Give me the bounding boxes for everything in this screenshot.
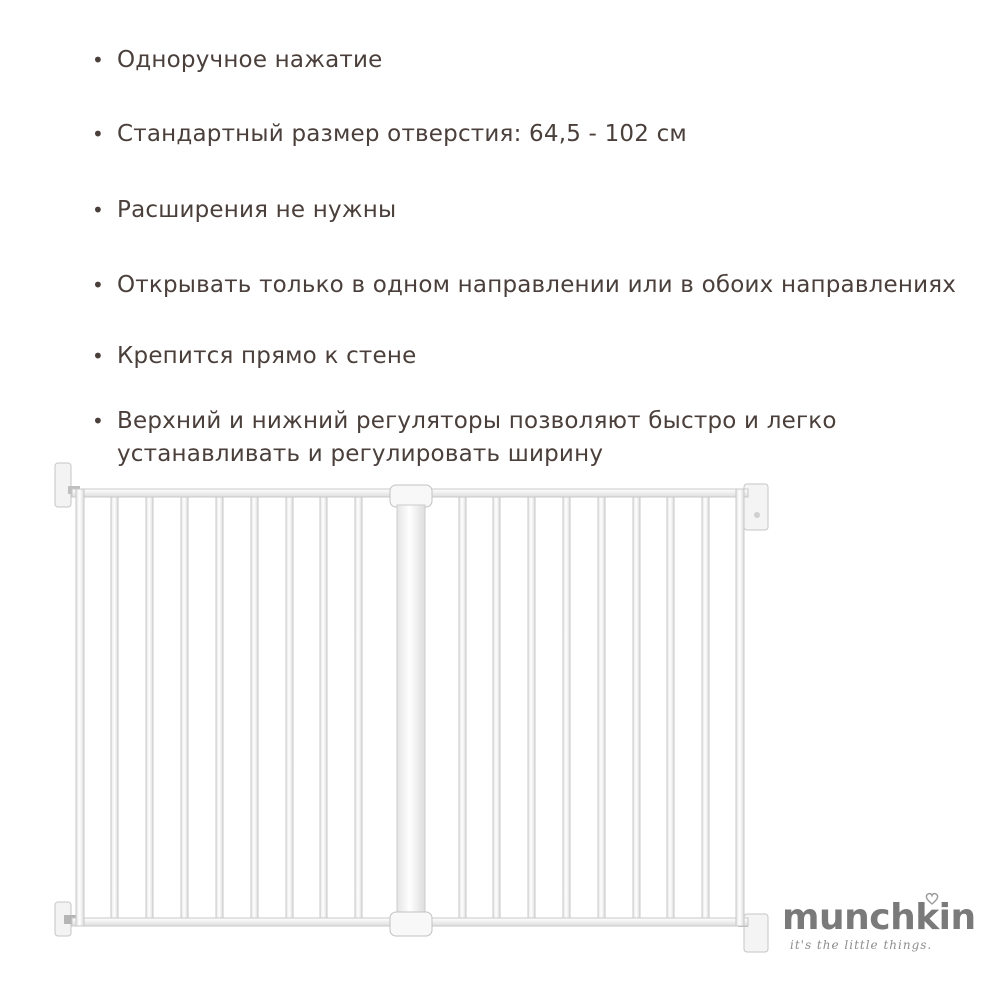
bullet-icon: • (92, 409, 104, 433)
right-post (736, 489, 744, 926)
gate-bar (355, 497, 362, 918)
brand-tagline: it's the little things. (790, 938, 933, 952)
feature-text: Открывать только в одном направлении или в обоих направлениях (117, 272, 957, 298)
gate-bar (146, 497, 153, 918)
heart-icon (924, 890, 940, 906)
gate-bar (667, 497, 674, 918)
gate-bar (320, 497, 327, 918)
gate-bar (702, 497, 709, 918)
feature-text: Расширения не нужны (117, 197, 397, 223)
bullet-icon: • (92, 48, 104, 72)
gate-bar (493, 497, 500, 918)
gate-bar (111, 497, 118, 918)
feature-text: Стандартный размер отверстия: 64,5 - 102 см (117, 121, 687, 147)
feature-text: Крепится прямо к стене (117, 343, 417, 369)
gate-bar (633, 497, 640, 918)
brand-name: munchkin (782, 897, 976, 938)
bullet-icon: • (92, 122, 104, 146)
left-post (76, 489, 84, 926)
bullet-icon: • (92, 198, 104, 222)
gate-bar (528, 497, 535, 918)
feature-text: Одноручное нажатие (117, 47, 383, 73)
gate-bar (181, 497, 188, 918)
bullet-icon: • (92, 344, 104, 368)
munchkin-logo (782, 896, 976, 962)
gate-bar (216, 497, 223, 918)
gate-bar (563, 497, 570, 918)
gate-bar (286, 497, 293, 918)
gate-bar (598, 497, 605, 918)
gate-bar (251, 497, 258, 918)
gate-bar (459, 497, 466, 918)
latch-top (390, 485, 432, 915)
latch-bottom (390, 912, 432, 936)
feature-text: Верхний и нижний регуляторы позволяют быстро и легко устанавливать и регулировать ширину (117, 408, 837, 467)
bullet-icon: • (92, 273, 104, 297)
